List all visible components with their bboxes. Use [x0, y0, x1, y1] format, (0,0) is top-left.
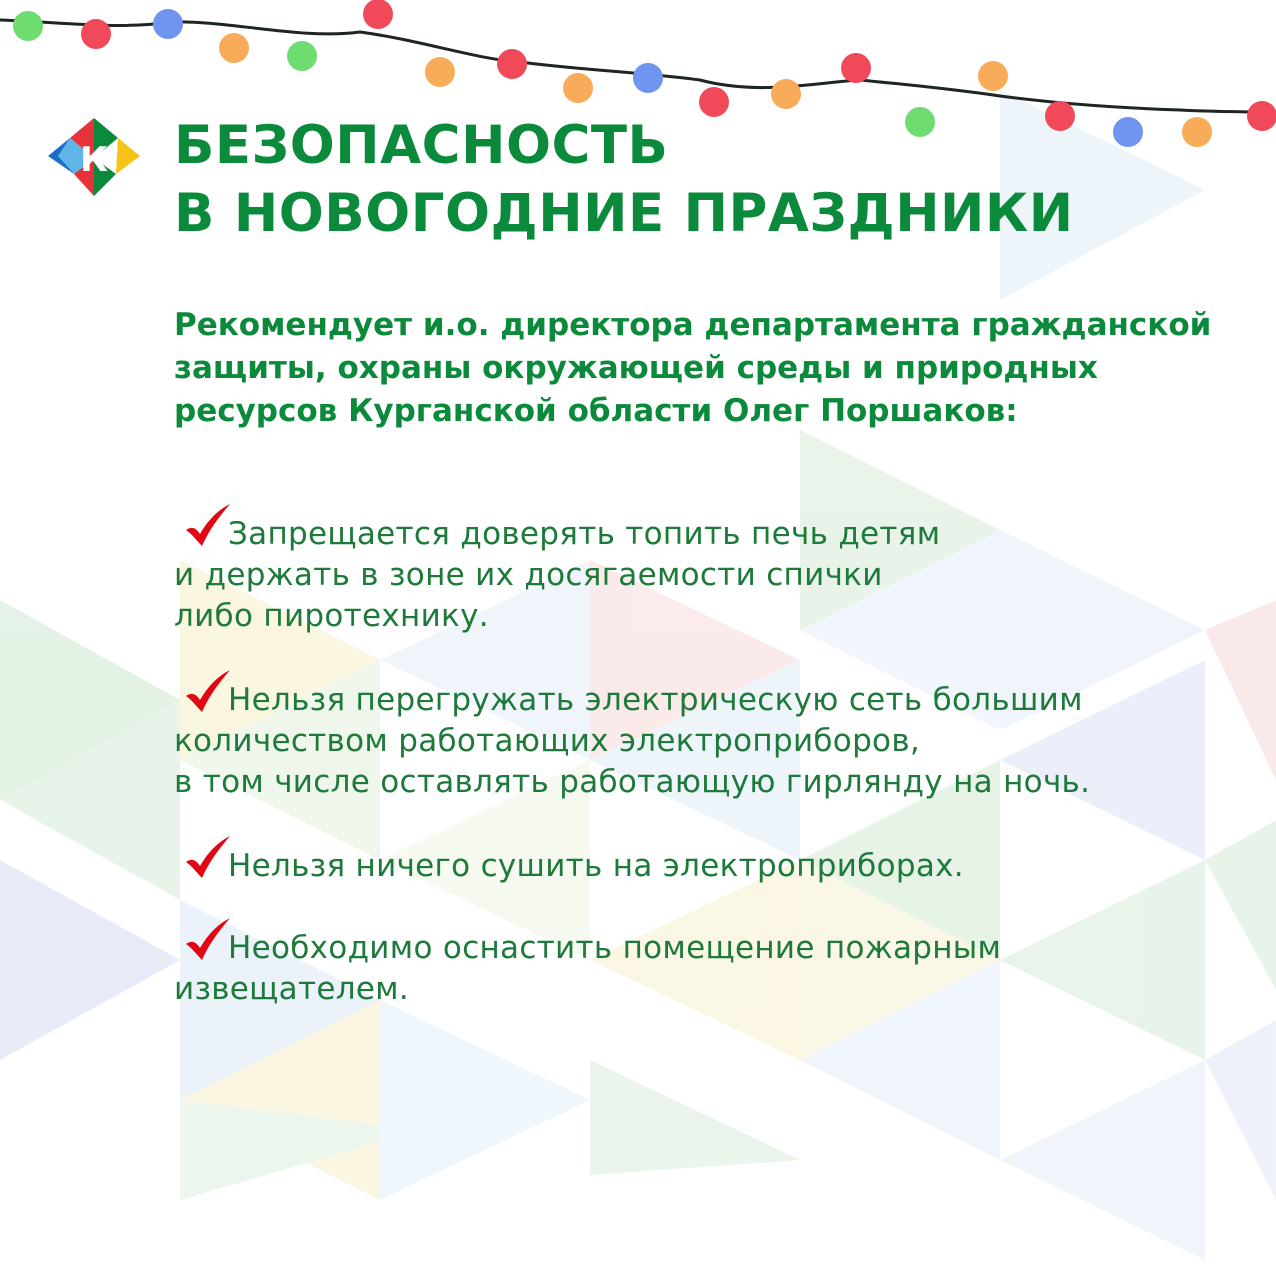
rule-item-text: в том числе оставлять работающую гирлянду на ночь. — [174, 764, 1091, 800]
red-check-icon — [184, 918, 232, 962]
intro-line: защиты, охраны окружающей среды и природных — [174, 350, 1098, 386]
rule-item-text: извещателем. — [174, 971, 410, 1007]
rule-item-text: Необходимо оснастить помещение пожарным — [228, 930, 1002, 966]
logo-letter: К — [80, 140, 108, 180]
red-check-icon — [184, 504, 232, 548]
rule-item-4 — [174, 918, 1001, 1010]
title-line-2: В НОВОГОДНИЕ ПРАЗДНИКИ — [174, 183, 1074, 244]
kurgan-region-logo — [46, 116, 142, 198]
title-line-1: БЕЗОПАСНОСТЬ — [174, 115, 669, 176]
rule-item-text: и держать в зоне их досягаемости спички — [174, 557, 883, 593]
rule-item-text: Запрещается доверять топить печь детям — [228, 516, 941, 552]
intro-line: ресурсов Курганской области Олег Поршаков: — [174, 393, 1018, 429]
rule-item-text: либо пиротехнику. — [174, 598, 489, 634]
page-title — [174, 112, 1074, 248]
rule-item-text: количеством работающих электроприборов, — [174, 723, 921, 759]
rule-item-3 — [174, 836, 964, 887]
intro-line: Рекомендует и.о. директора департамента гражданской — [174, 307, 1212, 343]
rule-item-text: Нельзя ничего сушить на электроприборах. — [228, 848, 964, 884]
intro-paragraph — [174, 304, 1254, 433]
rule-item-2 — [174, 670, 1090, 803]
rule-item-1 — [174, 504, 940, 637]
red-check-icon — [184, 836, 232, 880]
rule-item-text: Нельзя перегружать электрическую сеть большим — [228, 682, 1083, 718]
red-check-icon — [184, 670, 232, 714]
